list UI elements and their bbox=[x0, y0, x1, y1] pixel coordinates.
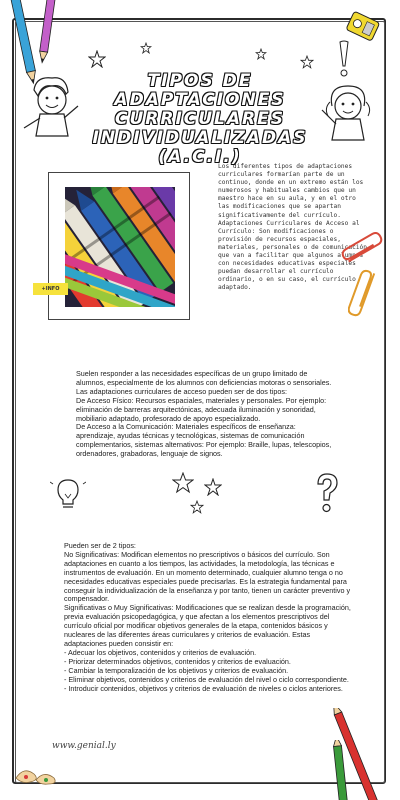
page-title bbox=[60, 72, 340, 167]
paperclip-icon bbox=[348, 268, 384, 324]
list-item: - Priorizar determinados objetivos, contenidos y criterios de evaluación. bbox=[64, 656, 291, 666]
photo-frame bbox=[48, 172, 190, 320]
text-paragraph: Suelen responder a las necesidades específicas de un grupo limitado de alumnos, especialmente de los alumnos con deficiencias motoras o sensoriales. Las adaptaciones curriculares de acceso pueden ser de dos tipos: bbox=[76, 369, 332, 396]
intro-paragraph: Los diferentes tipos de adaptaciones curriculares formarían parte de un continuo, donde en un extremo están los numerosos y habituales cambios que un maestro hace en su aula, y en el otro las modificaciones que se apartan significativamente del currículo. bbox=[218, 163, 364, 219]
star-icon bbox=[255, 48, 267, 60]
curricular-adaptations-text bbox=[64, 542, 354, 693]
intro-paragraph: Adaptaciones Curriculares de Acceso al Currículo: Son modificaciones o provisión de recursos espaciales, materiales, personales o de comunicación que van a facilitar que algunos alumnos con necesidades educativas especiales puedan desarrollar el currículo ordinario, o en su caso, el currículo adaptado. bbox=[218, 219, 368, 292]
text-paragraph: De Acceso Físico: Recursos espaciales, materiales y personales. Por ejemplo: eliminación de barreras arquitectónicas, adecuada iluminación y sonoridad, mobiliario adaptado, profesorado de apoyo especializado. bbox=[76, 395, 327, 423]
question-mark-icon bbox=[312, 472, 342, 516]
text-paragraph: Pueden ser de 2 tipos: bbox=[64, 541, 136, 550]
star-icon bbox=[172, 472, 194, 494]
access-adaptations-text bbox=[76, 370, 332, 459]
star-icon bbox=[88, 50, 106, 68]
list-item: - Eliminar objetivos, contenidos y criterios de evaluación del nivel o ciclo correspondiente. bbox=[64, 674, 349, 684]
star-icon bbox=[190, 500, 204, 514]
title-line: INDIVIDUALIZADAS bbox=[92, 128, 308, 148]
crayons-photo bbox=[65, 187, 175, 307]
title-line: CURRICULARES bbox=[114, 109, 285, 129]
pencil-icon bbox=[32, 0, 62, 70]
text-paragraph: No Significativas: Modifican elementos no prescriptivos o básicos del currículo. Son adaptaciones en cuanto a los tiempos, las actividades, la metodología, las técnicas e instrumentos de evaluación. En un momento determinado, cualquier alumno tenga o no necesidades educativas especiales puede precisarlas. Es la estrategia fundamental para conseguir la individualización de la enseñanza y por tanto, tienen un carácter preventivo y compensador. bbox=[64, 549, 351, 604]
paperclip-icon bbox=[340, 232, 390, 272]
text-paragraph: De Acceso a la Comunicación: Materiales específicos de enseñanza: aprendizaje, ayudas técnicas y tecnológicas, sistemas de comunicación complementarios, sistemas alternativos: Por ejemplo: Braille, lupas, telescopios, ordenadores, grabadoras, lenguaje de signos. bbox=[76, 422, 332, 459]
pencil-icon bbox=[320, 740, 360, 800]
list-item: - Adecuar los objetivos, contenidos y criterios de evaluación. bbox=[64, 647, 257, 657]
more-info-sticker[interactable]: +INFO bbox=[33, 283, 68, 295]
title-line: TIPOS DE ADAPTACIONES bbox=[114, 71, 286, 110]
star-icon bbox=[300, 55, 314, 69]
intro-text bbox=[218, 163, 368, 293]
title-line: (A.C.I.) bbox=[158, 147, 242, 167]
pencil-shavings-icon bbox=[12, 758, 72, 788]
footer-logo[interactable]: www.genial.ly bbox=[52, 741, 116, 751]
lightbulb-icon bbox=[50, 474, 86, 514]
star-icon bbox=[204, 478, 222, 496]
text-paragraph: Significativas o Muy Significativas: Modificaciones que se realizan desde la programación, previa evaluación psicopedagógica, y que afectan a los elementos prescriptivos del currículo oficial por modificar objetivos generales de la etapa, contenidos básicos y nucleares de las diferentes áreas curriculares y criterios de evaluación. Estas adaptaciones pueden consistir en: bbox=[64, 603, 351, 648]
list-item: - Cambiar la temporalización de los objetivos y criterios de evaluación. bbox=[64, 665, 289, 675]
star-icon bbox=[140, 42, 152, 54]
list-item: - Introducir contenidos, objetivos y criterios de evaluación de niveles o ciclos anteriores. bbox=[64, 683, 343, 693]
